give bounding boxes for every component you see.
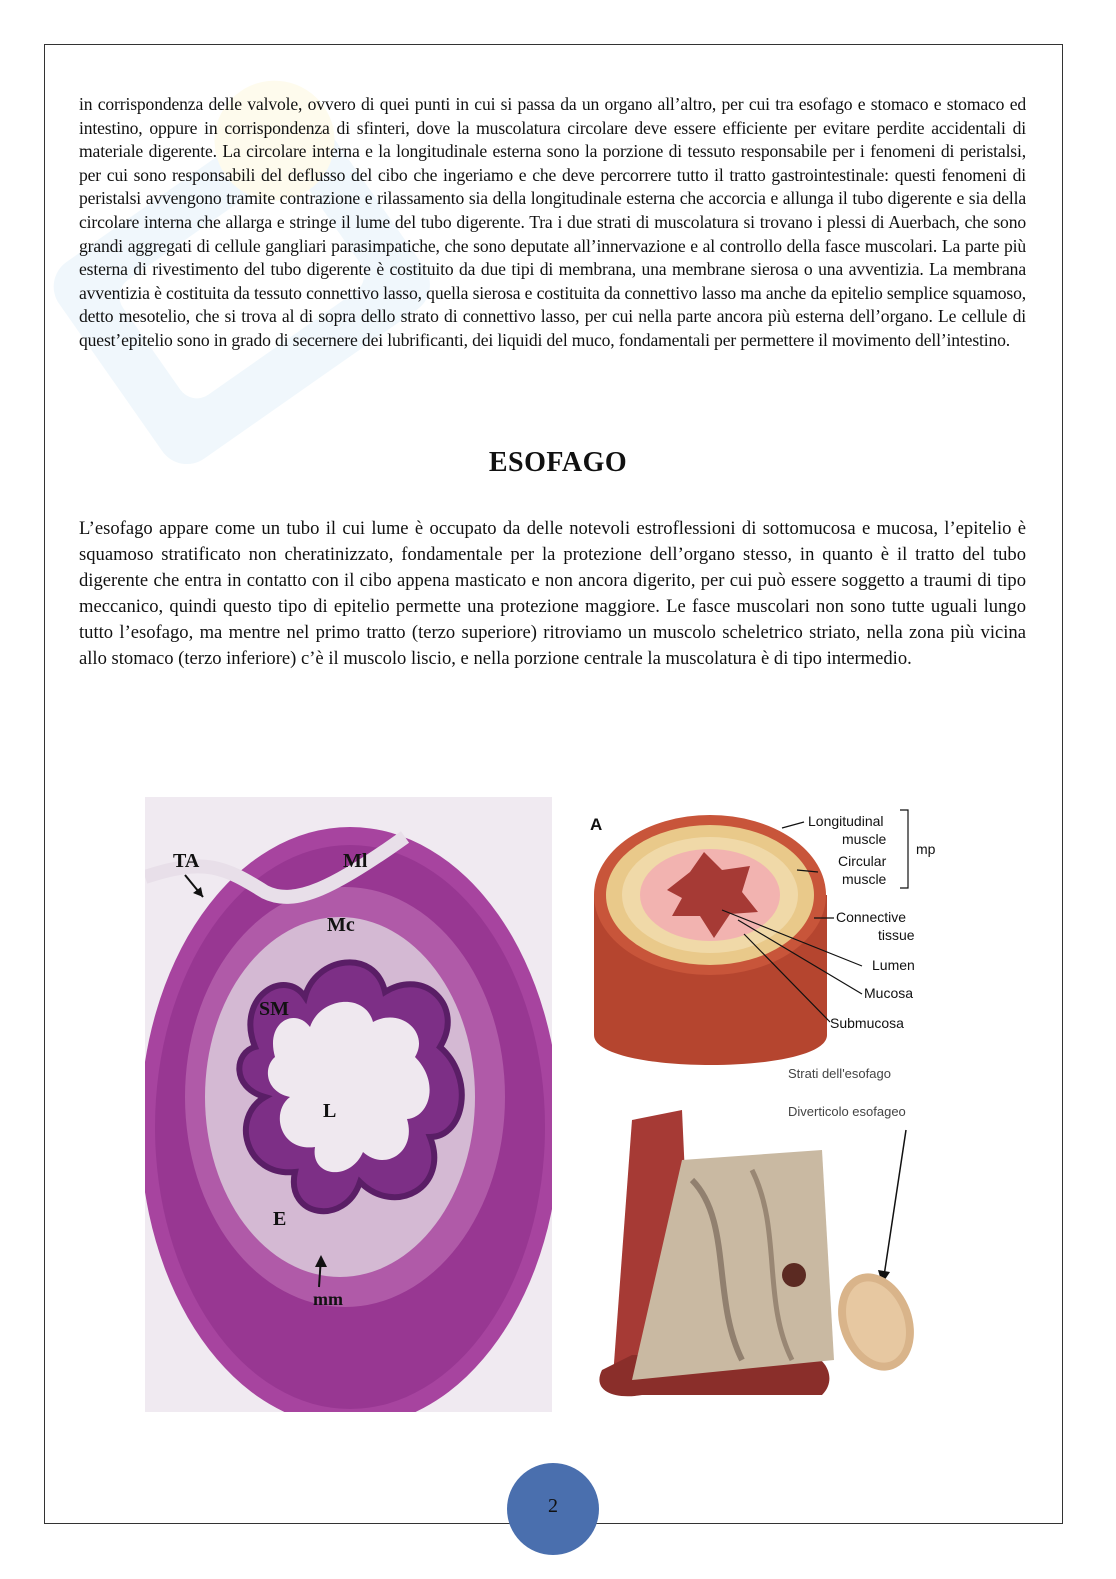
histology-label-l: L	[323, 1100, 337, 1122]
label-longitudinal: Longitudinal	[808, 813, 884, 829]
label-submucosa: Submucosa	[830, 1015, 904, 1031]
histology-label-ta: TA	[173, 850, 200, 872]
diagram-panel-label: A	[590, 815, 603, 834]
histology-label-mm: mm	[313, 1289, 343, 1309]
diagram-caption: Strati dell'esofago	[788, 1066, 891, 1081]
label-mp: mp	[916, 841, 936, 857]
esophageal-diverticulum-illustration	[572, 1100, 952, 1405]
label-connective: Connective	[836, 909, 907, 925]
page-number: 2	[548, 1495, 558, 1517]
histology-label-ml: Ml	[343, 850, 368, 872]
label-lumen: Lumen	[872, 957, 915, 973]
label-diverticolo: Diverticolo esofageo	[788, 1104, 906, 1119]
intro-paragraph: in corrispondenza delle valvole, ovvero di quei punti in cui si passa da un organo all’altro, per cui tra esofago e stomaco e stomaco ed intestino, oppure in corrispondenza di sfinteri, dove la muscolatura circolare deve essere efficiente per evitare perdite accidentali di materiale digerente. La circolare interna e la longitudinale esterna sono la porzione di tessuto responsabile per i fenomeni di peristalsi, per cui sono responsabili del deflusso del cibo che ingeriamo e che deve percorrere tutto il tratto gastrointestinale: questi fenomeni di peristalsi avvengono tramite contrazione e rilassamento sia della longitudinale esterna che accorcia e allunga il tubo digerente e sia della circolare interna che allarga e stringe il lume del tubo digerente. Tra i due strati di muscolatura si trovano i plessi di Auerbach, che sono grandi aggregati di cellule gangliari parasimpatiche, che sono deputate all’innervazione e al controllo della fasce muscolari. La parte più esterna di rivestimento del tubo digerente è costituito da due tipi di membrana, una membrane sierosa o una avventizia. La membrana avventizia è costituita da tessuto connettivo lasso, quella sierosa e costituita da connettivo lasso ma anche da epitelio semplice squamoso, detto mesotelio, che si trova al di sopra dello strato di connettivo lasso, per cui nella parte ancora più esterna dell’organo. Le cellule di quest’epitelio sono in grado di secernere dei lubrificanti, dei liquidi del muco, fondamentali per permettere il movimento dell’intestino.	[79, 94, 1026, 350]
histology-label-mc: Mc	[327, 914, 355, 936]
histology-label-e: E	[273, 1208, 287, 1230]
label-mucosa: Mucosa	[864, 985, 914, 1001]
section-heading: ESOFAGO	[488, 447, 628, 478]
label-circular: Circular	[838, 853, 887, 869]
esofago-paragraph: L’esofago appare come un tubo il cui lume è occupato da delle notevoli estroflessioni di sottomucosa e mucosa, l’epitelio è squamoso stratificato non cheratinizzato, fondamentale per la protezione dell’organo stesso, in quanto è il tratto del tubo digerente che entra in contatto con il cibo appena masticato e non ancora digerito, per cui può essere soggetto a traumi di tipo meccanico, quindi questo tipo di epitelio permette una protezione maggiore. Le fasce muscolari non sono tutte uguali lungo tutto l’esofago, ma mentre nel primo tratto (terzo superiore) ritroviamo un muscolo scheletrico striato, nella zona più vicina allo stomaco (terzo inferiore) c’è il muscolo liscio, e nella porzione centrale la muscolatura è di tipo intermedio.	[79, 518, 1026, 669]
label-longitudinal-muscle: muscle	[842, 831, 887, 847]
label-connective-tissue: tissue	[878, 927, 915, 943]
label-circular-muscle: muscle	[842, 871, 887, 887]
histology-label-sm: SM	[259, 998, 289, 1020]
esophagus-layers-diagram	[572, 800, 952, 1100]
esophagus-histology-image	[145, 797, 552, 1412]
